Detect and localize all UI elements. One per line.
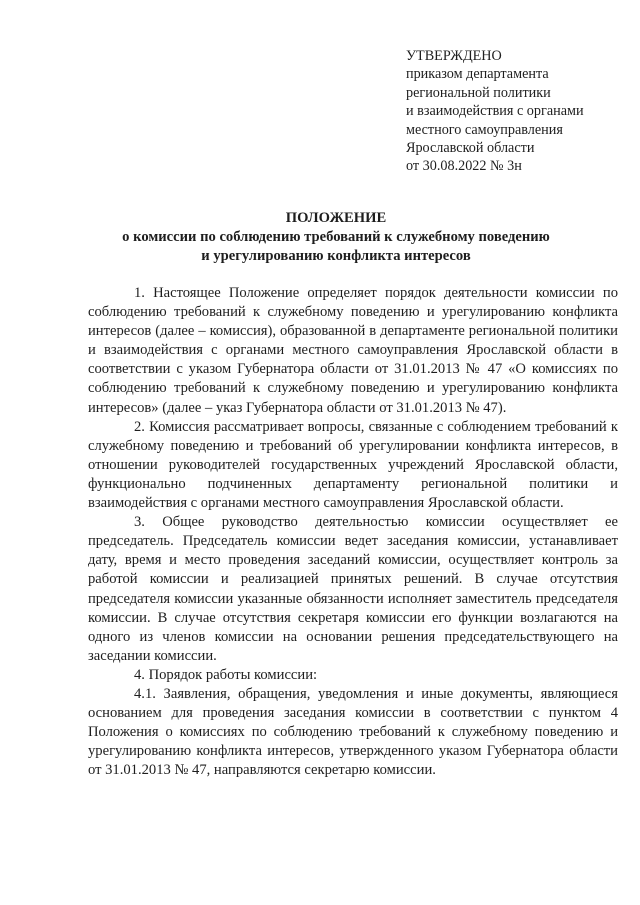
approval-line: и взаимодействия с органами bbox=[406, 103, 584, 120]
title-line-1: о комиссии по соблюдению требований к служебному поведению bbox=[122, 229, 550, 245]
paragraph-4-1: 4.1. Заявления, обращения, уведомления и иные документы, являющиеся основанием для проведения заседания комиссии в соответствии с пунктом 4 Положения о комиссиях по соблюдению требований к служебному поведению и урегулированию конфликта интересов, утвержденного указом Губернатора области от 31.01.2013 № 47, направляются секретарю комиссии. bbox=[88, 685, 618, 779]
approval-line: приказом департамента bbox=[406, 66, 549, 83]
paragraph-3: 3. Общее руководство деятельностью комиссии осуществляет ее председатель. Председатель комиссии ведет заседания комиссии, устанавливает дату, время и место проведения заседаний комиссии, осуществляет контроль за работой комиссии и реализацией принятых решений. В случае отсутствия председателя комиссии указанные обязанности исполняет заместитель председателя комиссии. В случае отсутствия секретаря комиссии его функции возлагаются на одного из членов комиссии на основании решения председательствующего на заседании комиссии. bbox=[88, 514, 618, 664]
approval-line: региональной политики bbox=[406, 84, 551, 101]
document-title bbox=[88, 209, 584, 266]
paragraph-4: 4. Порядок работы комиссии: bbox=[134, 666, 318, 683]
title-line-2: и урегулированию конфликта интересов bbox=[201, 248, 471, 264]
document-body bbox=[88, 284, 618, 780]
approval-date-line: от 30.08.2022 № 3н bbox=[406, 158, 522, 175]
approval-line: местного самоуправления bbox=[406, 121, 563, 138]
paragraph-2: 2. Комиссия рассматривает вопросы, связанные с соблюдением требований к служебному поведению и требований об урегулировании конфликта интересов, в отношении руководителей государственных учреждений Ярославской области, функционально подчиненных департаменту региональной политики и взаимодействия с органами местного самоуправления Ярославской области. bbox=[88, 418, 618, 512]
approval-stamp-block bbox=[406, 47, 584, 176]
title-heading: ПОЛОЖЕНИЕ bbox=[285, 210, 387, 226]
paragraph-1: 1. Настоящее Положение определяет порядок деятельности комиссии по соблюдению требований к служебному поведению и урегулированию конфликта интересов (далее – комиссия), образованной в департаменте региональной политики и взаимодействия с органами местного самоуправления Ярославской области в соответствии с указом Губернатора области от 31.01.2013 № 47 «О комиссиях по соблюдению требований к служебному поведению и урегулированию конфликта интересов» (далее – указ Губернатора области от 31.01.2013 № 47). bbox=[88, 285, 618, 416]
approval-line: Ярославской области bbox=[406, 140, 535, 157]
approval-line: УТВЕРЖДЕНО bbox=[406, 48, 502, 64]
